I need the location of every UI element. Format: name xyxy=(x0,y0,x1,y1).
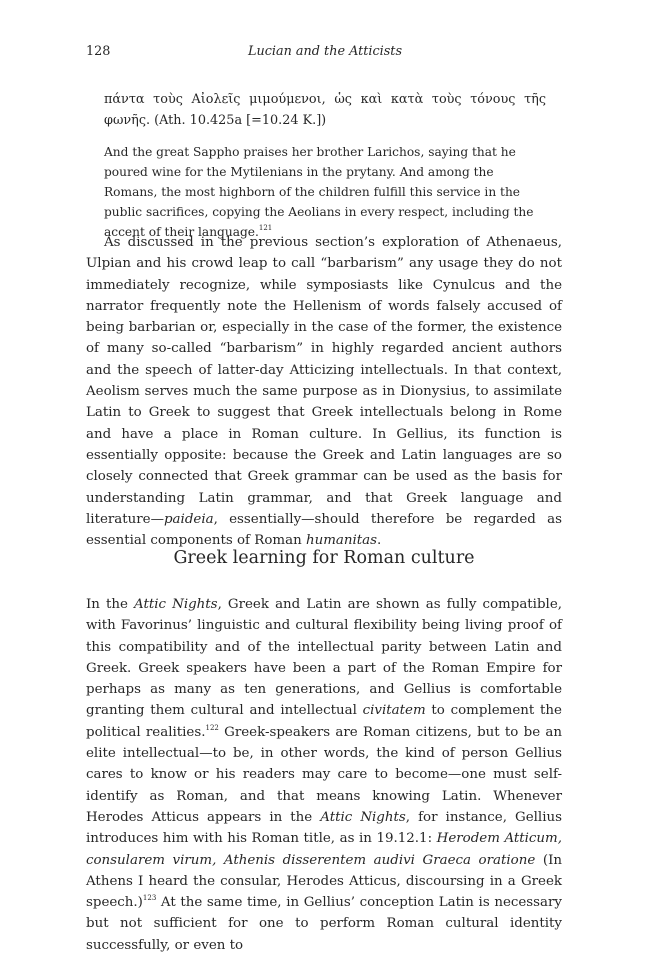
translation-block xyxy=(104,142,546,242)
paragraph2-text-6: (In Athens I heard the consular, Herodes Atticus, discoursing in a Greek speech.) xyxy=(86,852,562,911)
latin-quotation: Herodem Atticum, consularem virum, Athenis disserentem audivi Graeca oratione xyxy=(86,831,563,868)
page-number: 128 xyxy=(86,44,111,59)
paragraph2-text-1: In the xyxy=(86,597,135,612)
paragraph-atticists-aeolism xyxy=(86,232,562,551)
paragraph1-text-a: As discussed in the previous section’s exploration of Athenaeus, Ulpian and his crowd leap to call “barbarism” any usage they do not immediately recognize, while symposiasts like Cynulcus and the narrator frequently note the Hellenism of words falsely accused of being barbarian or, especially in the case of the former, the existence of many so-called “barbarism” in highly regarded ancient authors and the speech of latter-day Atticizing intellectuals. In that context, Aeolism serves much the same purpose as in Dionysius, to assimilate Latin to Greek to suggest that Greek intellectuals belong in Rome and have a place in Roman culture. In Gellius, its function is essentially opposite: because the Greek and Latin languages are so closely connected that Greek grammar can be used as the basis for understanding Latin grammar, and that Greek language and literature— xyxy=(86,235,562,527)
term-humanitas: humanitas xyxy=(305,533,378,549)
running-title: Lucian and the Atticists xyxy=(247,44,403,59)
paragraph1-text-c: . xyxy=(377,533,382,549)
title-attic-nights: Attic Nights xyxy=(134,597,218,612)
term-civitatem: civitatem xyxy=(362,703,426,719)
footnote-ref-121[interactable]: 121 xyxy=(258,224,273,232)
paragraph1-text-b: , essentially—should therefore be regarded as essential components of Roman xyxy=(86,511,562,549)
footnote-ref-123[interactable]: 123 xyxy=(142,894,157,903)
translation-text: And the great Sappho praises her brother Larichos, saying that he poured wine for the Mytilenians in the prytany. And among the Romans, the most highborn of the children fulfill this service in the public sacrifices, copying the Aeolians in every respect, including the accent of their language. xyxy=(104,145,534,239)
page-header xyxy=(86,44,564,66)
paragraph2-text-2: , Greek and Latin are shown as fully compatible, with Favorinus’ linguistic and cultural flexibility being living proof of this compatibility and of the intellectual parity between Latin and Greek. Greek speakers have been a part of the Roman Empire for perhaps as many as ten generations, and Gellius is comfortable granting them cultural and intellectual xyxy=(86,597,563,719)
footnote-ref-122[interactable]: 122 xyxy=(205,723,219,732)
title-nights: Nights xyxy=(360,809,406,825)
paragraph2-text-5: , for instance, Gellius introduces him with his Roman title, as in 19.12.1: xyxy=(86,809,562,847)
paragraph-greek-learning xyxy=(86,594,562,956)
paragraph2-text-7: At the same time, in Gellius’ conception Latin is necessary but not sufficient for one to perform Roman cultural identity successfully, or even to xyxy=(86,895,562,953)
section-heading: Greek learning for Roman culture xyxy=(173,548,475,568)
paragraph2-text-4: Greek-speakers are Roman citizens, but to be an elite intellectual—to be, in other words, the kind of person Gellius cares to know or his readers may care to become—one must self-identify as Roman, and that means knowing Latin. Whenever Herodes Atticus appears in the xyxy=(86,724,562,825)
greek-quotation: πάντα τοὺς Αἰολεῖς μιμούμενοι, ὡς καὶ κατὰ τοὺς τόνους τῆς φωνῆς. (Ath. 10.425a [=10.24 K.]) xyxy=(104,92,546,128)
term-paideia: paideia xyxy=(163,511,214,527)
title-attic: Attic xyxy=(320,809,353,825)
paragraph2-text-3: to complement the political realities. xyxy=(86,703,562,740)
